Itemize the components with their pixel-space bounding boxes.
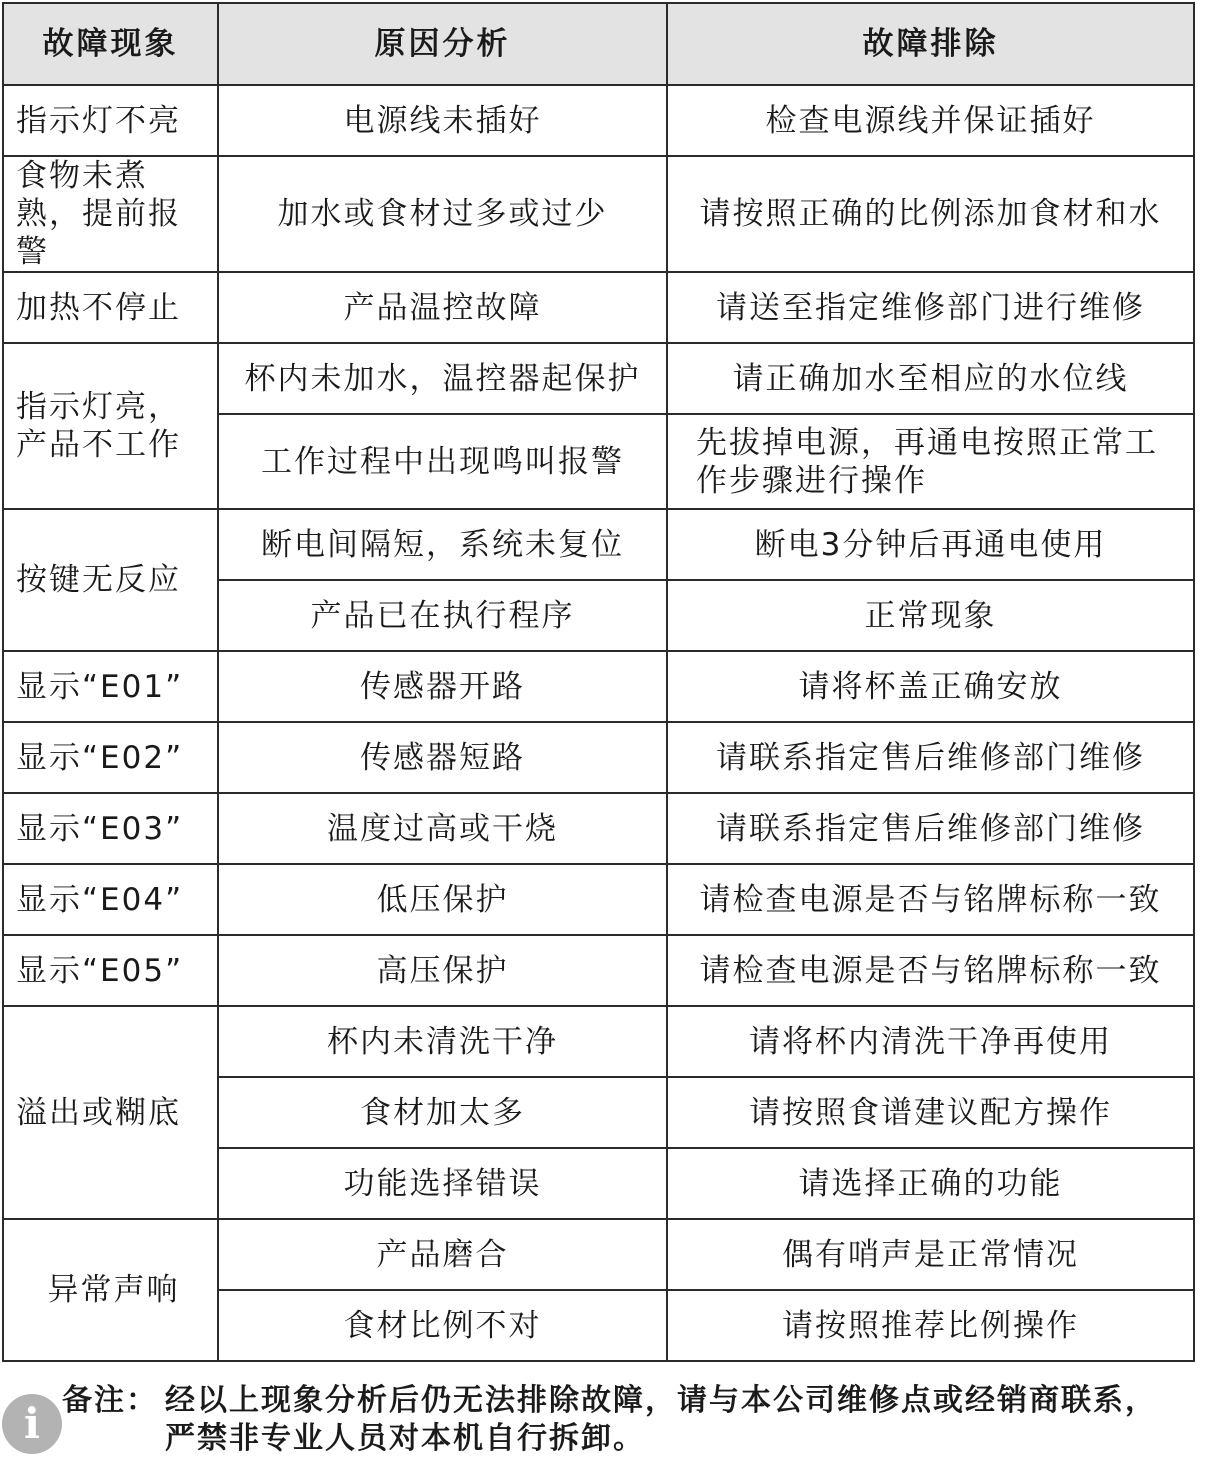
table-row bbox=[3, 272, 1194, 343]
cause-cell: 低压保护 bbox=[218, 864, 667, 935]
cause-cell: 工作过程中出现鸣叫报警 bbox=[218, 414, 667, 509]
table-row bbox=[3, 509, 1194, 580]
table-row bbox=[3, 722, 1194, 793]
fix-cell: 请按照食谱建议配方操作 bbox=[667, 1077, 1194, 1148]
note-text bbox=[165, 1382, 1224, 1458]
symptom-cell: 指示灯亮，产品不工作 bbox=[3, 343, 218, 509]
cause-cell: 杯内未清洗干净 bbox=[218, 1006, 667, 1077]
fix-cell: 请按照正确的比例添加食材和水 bbox=[667, 156, 1194, 272]
table-row bbox=[3, 343, 1194, 414]
fix-cell: 检查电源线并保证插好 bbox=[667, 85, 1194, 156]
table-header-row bbox=[3, 3, 1194, 85]
symptom-cell: 指示灯不亮 bbox=[3, 85, 218, 156]
table-row bbox=[3, 935, 1194, 1006]
fix-cell: 请检查电源是否与铭牌标称一致 bbox=[667, 864, 1194, 935]
table-row bbox=[3, 864, 1194, 935]
header-symptom: 故障现象 bbox=[3, 3, 218, 85]
symptom-cell: 显示“E02” bbox=[3, 722, 218, 793]
fix-cell: 偶有哨声是正常情况 bbox=[667, 1219, 1194, 1290]
cause-cell: 电源线未插好 bbox=[218, 85, 667, 156]
table-row bbox=[3, 156, 1194, 272]
symptom-cell: 显示“E05” bbox=[3, 935, 218, 1006]
note-label: 备注： bbox=[62, 1383, 158, 1418]
cause-cell: 温度过高或干烧 bbox=[218, 793, 667, 864]
table-row bbox=[3, 85, 1194, 156]
cause-cell: 传感器短路 bbox=[218, 722, 667, 793]
symptom-cell: 按键无反应 bbox=[3, 509, 218, 651]
symptom-cell: 溢出或糊底 bbox=[3, 1006, 218, 1219]
fix-cell: 请将杯内清洗干净再使用 bbox=[667, 1006, 1194, 1077]
table-row bbox=[3, 1006, 1194, 1077]
fix-cell: 断电3分钟后再通电使用 bbox=[667, 509, 1194, 580]
fix-cell: 请选择正确的功能 bbox=[667, 1148, 1194, 1219]
fix-cell: 请联系指定售后维修部门维修 bbox=[667, 793, 1194, 864]
note-line-1: 经以上现象分析后仍无法排除故障，请与本公司维修点或经销商联系， bbox=[165, 1383, 1157, 1418]
note-line-2: 严禁非专业人员对本机自行拆卸。 bbox=[165, 1421, 645, 1456]
fix-cell: 请按照推荐比例操作 bbox=[667, 1290, 1194, 1361]
symptom-cell: 异常声响 bbox=[3, 1219, 218, 1361]
symptom-cell: 显示“E01” bbox=[3, 651, 218, 722]
cause-cell: 加水或食材过多或过少 bbox=[218, 156, 667, 272]
cause-cell: 杯内未加水，温控器起保护 bbox=[218, 343, 667, 414]
fix-cell: 请检查电源是否与铭牌标称一致 bbox=[667, 935, 1194, 1006]
header-fix: 故障排除 bbox=[667, 3, 1194, 85]
cause-cell: 功能选择错误 bbox=[218, 1148, 667, 1219]
table-row bbox=[3, 651, 1194, 722]
symptom-cell: 显示“E04” bbox=[3, 864, 218, 935]
cause-cell: 传感器开路 bbox=[218, 651, 667, 722]
table-row bbox=[3, 793, 1194, 864]
cause-cell: 产品磨合 bbox=[218, 1219, 667, 1290]
cause-cell: 产品已在执行程序 bbox=[218, 580, 667, 651]
symptom-cell: 食物未煮熟，提前报警 bbox=[3, 156, 218, 272]
cause-cell: 食材加太多 bbox=[218, 1077, 667, 1148]
cause-cell: 高压保护 bbox=[218, 935, 667, 1006]
fix-cell: 先拔掉电源，再通电按照正常工作步骤进行操作 bbox=[667, 414, 1194, 509]
fix-cell: 请送至指定维修部门进行维修 bbox=[667, 272, 1194, 343]
symptom-cell: 显示“E03” bbox=[3, 793, 218, 864]
troubleshooting-table bbox=[2, 2, 1195, 1362]
fix-cell: 请联系指定售后维修部门维修 bbox=[667, 722, 1194, 793]
fix-cell: 请将杯盖正确安放 bbox=[667, 651, 1194, 722]
cause-cell: 产品温控故障 bbox=[218, 272, 667, 343]
info-icon: i bbox=[2, 1394, 62, 1454]
fix-cell: 请正确加水至相应的水位线 bbox=[667, 343, 1194, 414]
header-cause: 原因分析 bbox=[218, 3, 667, 85]
cause-cell: 断电间隔短，系统未复位 bbox=[218, 509, 667, 580]
table-row bbox=[3, 1219, 1194, 1290]
symptom-cell: 加热不停止 bbox=[3, 272, 218, 343]
fix-cell: 正常现象 bbox=[667, 580, 1194, 651]
cause-cell: 食材比例不对 bbox=[218, 1290, 667, 1361]
remark-note bbox=[0, 1378, 1224, 1456]
